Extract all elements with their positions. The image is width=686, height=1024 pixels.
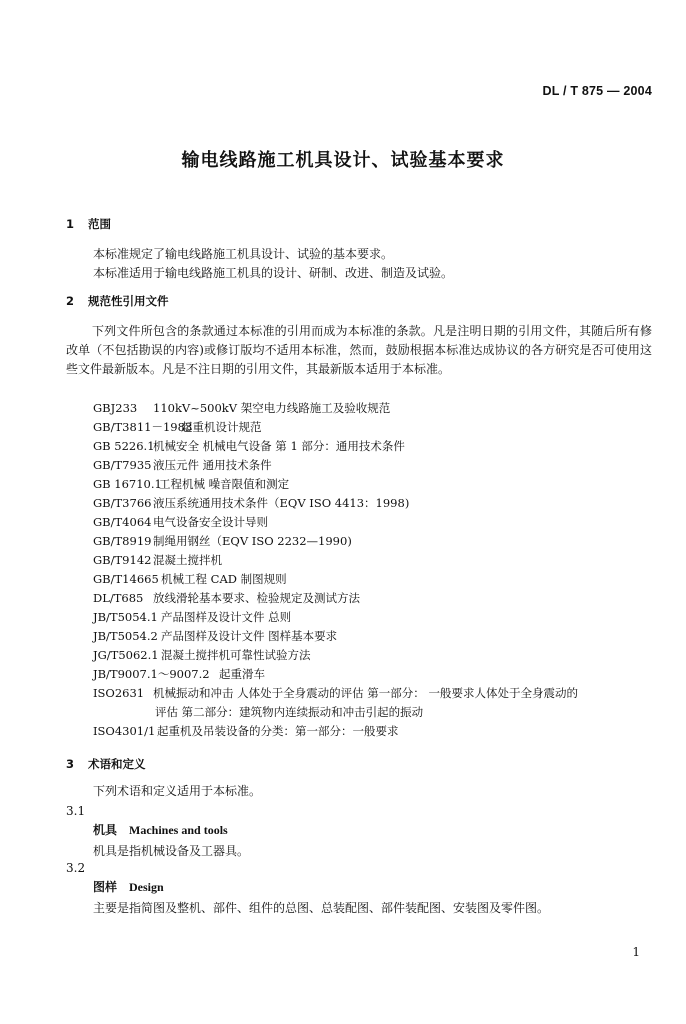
- reference-item-continuation: [93, 703, 663, 722]
- reference-title: 电气设备安全设计导则: [153, 515, 268, 529]
- document-code: DL / T 875 — 2004: [542, 84, 652, 98]
- reference-item: [93, 722, 663, 741]
- section-title: 范围: [88, 217, 111, 231]
- normative-references-intro: 下列文件所包含的条款通过本标准的引用而成为本标准的条款。凡是注明日期的引用文件，其随后所有修改单（不包括勘误的内容)或修订版均不适用本标准，然而，鼓励根据本标准达成协议的各方研究是否可使用这些文件最新版本。凡是不注日期的引用文件，其最新版本适用于本标准。: [66, 324, 652, 376]
- reference-code: GB 5226.1: [93, 439, 155, 453]
- reference-title: 液压元件 通用技术条件: [153, 458, 272, 472]
- reference-code: GB 16710.1: [93, 477, 162, 491]
- reference-item: [93, 399, 663, 418]
- reference-code: JB/T9007.1～9007.2: [93, 667, 210, 681]
- section-1-heading: [66, 219, 111, 231]
- section-3-heading: [66, 759, 146, 771]
- reference-code: DL/T685: [93, 591, 144, 605]
- scope-line-2: 本标准适用于输电线路施工机具的设计、研制、改进、制造及试验。: [93, 266, 454, 280]
- reference-title: 110kV~500kV 架空电力线路施工及验收规范: [153, 401, 391, 415]
- term-heading: [93, 824, 228, 836]
- term-definition: 机具是指机械设备及工器具。: [93, 844, 250, 858]
- term-en: Machines and tools: [129, 823, 228, 837]
- reference-item: [93, 627, 663, 646]
- reference-item: [93, 684, 663, 703]
- reference-item: [93, 570, 663, 589]
- reference-item: [93, 437, 663, 456]
- reference-code: GB/T7935: [93, 458, 152, 472]
- reference-title: 机械振动和冲击 人体处于全身震动的评估 第一部分： 一般要求人体处于全身震动的: [153, 686, 578, 700]
- reference-title: 工程机械 噪音限值和测定: [159, 477, 290, 491]
- reference-code: GB/T9142: [93, 553, 152, 567]
- reference-title: 制绳用钢丝（EQV ISO 2232—1990): [153, 534, 352, 548]
- term-en: Design: [129, 880, 164, 894]
- term-heading: [93, 881, 164, 893]
- term-number: 3.1: [66, 804, 86, 818]
- term-zh: 机具: [93, 823, 118, 837]
- term-definition: 主要是指简图及整机、部件、组件的总图、总装配图、部件装配图、安装图及零件图。: [93, 901, 550, 915]
- reference-code: GB/T8919: [93, 534, 152, 548]
- reference-code: JB/T5054.1: [93, 610, 158, 624]
- reference-item: [93, 532, 663, 551]
- reference-code: ISO2631: [93, 686, 145, 700]
- reference-item: [93, 665, 663, 684]
- reference-title: 起重机设计规范: [181, 420, 262, 434]
- reference-code: JB/T5054.2: [93, 629, 158, 643]
- document-title: 输电线路施工机具设计、试验基本要求: [181, 150, 505, 171]
- reference-code: JG/T5062.1: [93, 648, 159, 662]
- reference-title: 混凝土搅拌机: [153, 553, 222, 567]
- page-number: 1: [632, 945, 640, 959]
- reference-title: 放线滑轮基本要求、检验规定及测试方法: [153, 591, 360, 605]
- terms-intro: 下列术语和定义适用于本标准。: [93, 784, 262, 798]
- reference-title: 起重滑车: [219, 667, 265, 681]
- term-number: 3.2: [66, 861, 86, 875]
- reference-item: [93, 589, 663, 608]
- reference-item: [93, 475, 663, 494]
- section-title: 术语和定义: [88, 757, 146, 771]
- reference-title: 液压系统通用技术条件（EQV ISO 4413：1998): [153, 496, 410, 510]
- reference-title: 起重机及吊装设备的分类：第一部分：一般要求: [157, 724, 399, 738]
- reference-code: GB/T3766: [93, 496, 152, 510]
- reference-title: 混凝土搅拌机可靠性试验方法: [161, 648, 311, 662]
- reference-code: GB/T14665: [93, 572, 159, 586]
- section-number: 1: [66, 217, 75, 231]
- section-title: 规范性引用文件: [88, 294, 169, 308]
- reference-code: ISO4301/1: [93, 724, 156, 738]
- scope-line-1: 本标准规定了输电线路施工机具设计、试验的基本要求。: [93, 247, 394, 261]
- term-zh: 图样: [93, 880, 118, 894]
- section-2-heading: [66, 296, 169, 308]
- reference-list: [93, 399, 663, 741]
- reference-code: GBJ233: [93, 401, 138, 415]
- reference-item: [93, 456, 663, 475]
- reference-item: [93, 551, 663, 570]
- reference-title: 机械工程 CAD 制图规则: [161, 572, 287, 586]
- reference-code: GB/T3811－1983: [93, 420, 193, 434]
- reference-code: GB/T4064: [93, 515, 152, 529]
- reference-title: 产品图样及设计文件 图样基本要求: [161, 629, 338, 643]
- reference-item: [93, 608, 663, 627]
- reference-item: [93, 494, 663, 513]
- reference-title: 评估 第二部分：建筑物内连续振动和冲击引起的振动: [155, 705, 424, 719]
- section-number: 2: [66, 294, 75, 308]
- reference-item: [93, 646, 663, 665]
- reference-title: 机械安全 机械电气设备 第 1 部分：通用技术条件: [153, 439, 405, 453]
- section-number: 3: [66, 757, 75, 771]
- reference-item: [93, 513, 663, 532]
- reference-item: [93, 418, 663, 437]
- reference-title: 产品图样及设计文件 总则: [161, 610, 292, 624]
